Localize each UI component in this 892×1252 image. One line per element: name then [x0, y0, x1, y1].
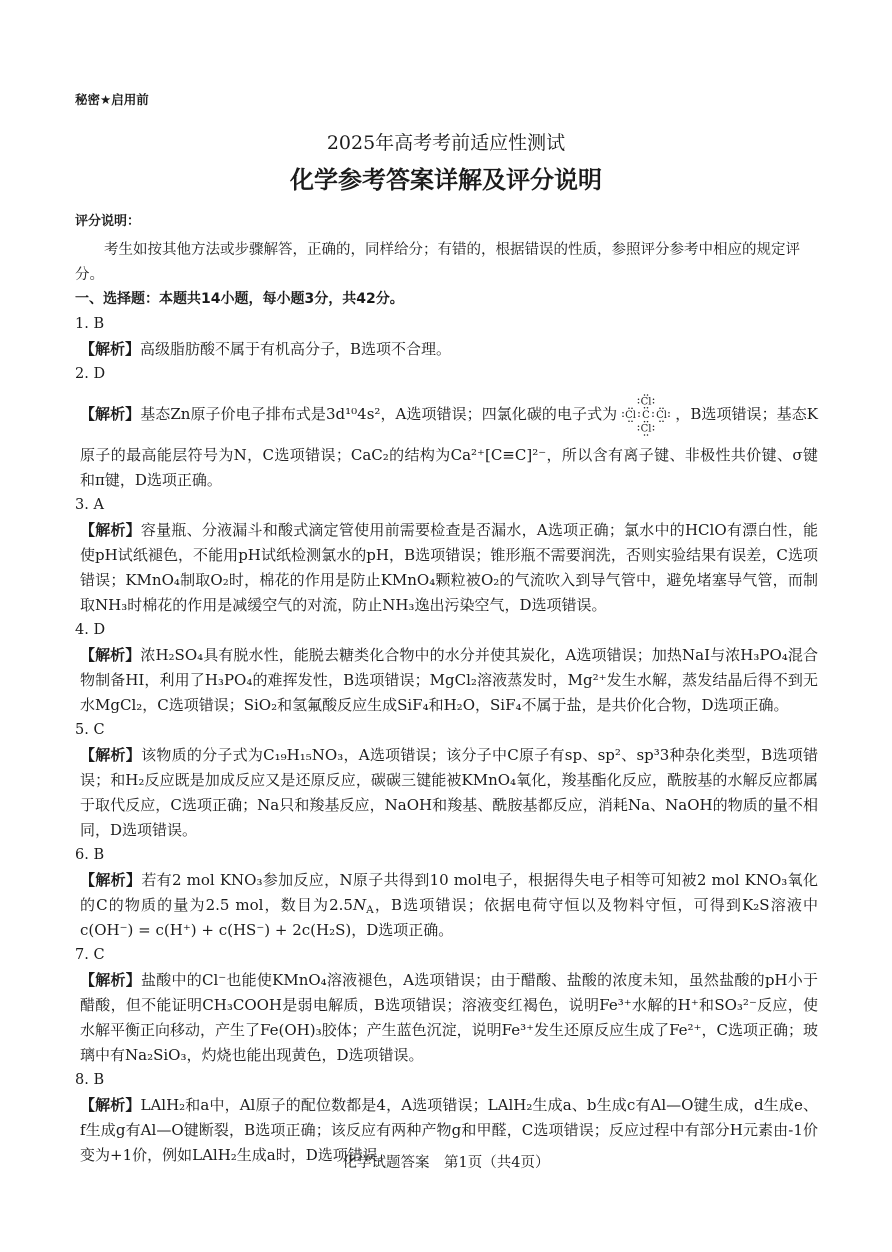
electron-dot	[659, 408, 661, 410]
analysis-label: 【解析】	[80, 521, 141, 539]
answer-choice: C	[93, 722, 105, 738]
avogadro-constant-symbol: N	[352, 896, 367, 914]
electron-dot	[653, 399, 655, 401]
analysis-label: 【解析】	[80, 871, 142, 889]
electron-dot	[644, 407, 646, 409]
question-item-7	[75, 943, 818, 1068]
answer-choice: B	[93, 1072, 105, 1088]
exam-title: 2025年高考考前适应性测试	[326, 132, 566, 154]
electron-dot	[668, 412, 670, 414]
question-explanation	[75, 387, 818, 493]
electron-dot	[622, 412, 624, 414]
question-item-5	[75, 718, 818, 843]
electron-dot	[653, 426, 655, 428]
analysis-label: 【解析】	[80, 971, 141, 989]
analysis-label: 【解析】	[80, 405, 141, 423]
page-footer: 化学试题答案 第1页（共4页）	[342, 1155, 550, 1171]
question-explanation	[75, 643, 818, 718]
analysis-label: 【解析】	[80, 340, 141, 358]
electron-dot	[647, 434, 649, 436]
answer-choice: C	[93, 947, 105, 963]
carbon-atom-center: C	[642, 410, 651, 421]
chlorine-atom-bottom: Cl	[640, 423, 652, 435]
electron-dot	[644, 394, 646, 396]
document-title: 化学参考答案详解及评分说明	[290, 166, 602, 194]
question-number: 2.	[75, 366, 89, 382]
explanation-text: 基态Zn原子价电子排布式是3d¹⁰4s²，A选项错误；四氯化碳的电子式为	[140, 405, 618, 423]
electron-dot	[638, 402, 640, 404]
electron-dot	[647, 421, 649, 423]
question-item-6	[75, 843, 818, 943]
electron-dot	[653, 429, 655, 431]
answer-choice: D	[93, 622, 106, 638]
explanation-text: 若有2 mol KNO₃参加反应，N原子共得到10 mol电子，根据得失电子相等可知被2 mol KNO₃氧化的C的物质的量为2.5 mol，数目为2.5	[80, 871, 818, 914]
question-explanation	[75, 337, 818, 362]
electron-dot	[622, 415, 624, 417]
electron-dot	[662, 421, 664, 423]
electron-dot	[662, 408, 664, 410]
question-item-4	[75, 618, 818, 718]
question-number: 6.	[75, 847, 89, 863]
question-explanation	[75, 743, 818, 843]
chlorine-atom-top: Cl	[640, 396, 652, 408]
electron-dot	[659, 421, 661, 423]
electron-dot	[653, 402, 655, 404]
electron-dot	[628, 421, 630, 423]
electron-dot	[638, 399, 640, 401]
confidential-mark: 秘密★启用前	[75, 92, 149, 107]
question-answer-line	[75, 618, 818, 643]
answer-list	[75, 287, 818, 1168]
scoring-note-heading: 评分说明：	[75, 214, 141, 229]
avogadro-constant-subscript: A	[366, 904, 374, 917]
question-number: 8.	[75, 1072, 89, 1088]
electron-dot	[647, 394, 649, 396]
electron-dot	[628, 408, 630, 410]
question-answer-line	[75, 718, 818, 743]
analysis-label: 【解析】	[80, 746, 142, 764]
question-answer-line	[75, 1068, 818, 1093]
question-number: 1.	[75, 316, 89, 332]
question-answer-line	[75, 493, 818, 518]
ccl4-electron-formula	[618, 393, 674, 437]
scoring-note-text: 考生如按其他方法或步骤解答，正确的，同样给分；有错的，根据错误的性质，参照评分参考中相应的规定评分。	[75, 242, 800, 283]
section-heading: 一、选择题：本题共14小题，每小题3分，共42分。	[75, 291, 404, 307]
question-answer-line	[75, 843, 818, 868]
chlorine-atom-left: Cl	[625, 410, 637, 421]
question-explanation	[75, 518, 818, 618]
electron-dot	[644, 421, 646, 423]
answer-choice: B	[93, 316, 105, 332]
question-explanation	[75, 868, 818, 943]
electron-dot	[647, 407, 649, 409]
electron-dot	[631, 408, 633, 410]
chlorine-atom-right: Cl	[656, 410, 668, 421]
explanation-text: LAlH₂和a中，Al原子的配位数都是4，A选项错误；LAlH₂生成a、b生成c有Al—O键生成，d生成e、f生成g有Al—O键断裂，B选项正确；该反应有两种产物g和甲醛，C选项错误；反应过程中有部分H元素由-1价变为+1价，例如LAlH₂生成a时，D选项错误。	[80, 1096, 818, 1164]
electron-dot	[638, 415, 640, 417]
electron-dot	[638, 429, 640, 431]
question-item-1	[75, 312, 818, 362]
answer-choice: A	[93, 497, 104, 513]
question-number: 7.	[75, 947, 89, 963]
analysis-label: 【解析】	[80, 646, 141, 664]
explanation-text-continued: ，B选项错误；基态K原子的最高能层符号为N，C选项错误；CaC₂的结构为Ca²⁺[C≡C]²⁻，所以含有离子键、非极性共价键、σ键和π键，D选项正确。	[80, 405, 818, 489]
explanation-text-continued: ，B选项错误；依据电荷守恒以及物料守恒，可得到K₂S溶液中c(OH⁻) = c(H⁺) + c(HS⁻) + 2c(H₂S)，D选项正确。	[80, 896, 818, 939]
question-number: 4.	[75, 622, 89, 638]
electron-dot	[652, 415, 654, 417]
question-number: 3.	[75, 497, 89, 513]
question-number: 5.	[75, 722, 89, 738]
answer-choice: B	[93, 847, 105, 863]
question-explanation	[75, 968, 818, 1068]
question-item-3	[75, 493, 818, 618]
answer-choice: D	[93, 366, 106, 382]
explanation-text: 浓H₂SO₄具有脱水性，能脱去糖类化合物中的水分并使其炭化，A选项错误；加热NaI与浓H₃PO₄混合物制备HI，利用了H₃PO₄的难挥发性，B选项错误；MgCl₂溶液蒸发时，Mg²⁺发生水解，蒸发结晶后得不到无水MgCl₂，C选项错误；SiO₂和氢氟酸反应生成SiF₄和H₂O，SiF₄不属于盐，是共价化合物，D选项正确。	[80, 646, 818, 714]
analysis-label: 【解析】	[80, 1096, 141, 1114]
explanation-text: 容量瓶、分液漏斗和酸式滴定管使用前需要检查是否漏水，A选项正确；氯水中的HClO有漂白性，能使pH试纸褪色，不能用pH试纸检测氯水的pH，B选项错误；锥形瓶不需要润洗，否则实验结果有误差，C选项错误；KMnO₄制取O₂时，棉花的作用是防止KMnO₄颗粒被O₂的气流吹入到导气管中，避免堵塞导气管，而制取NH₃时棉花的作用是减缓空气的对流，防止NH₃逸出污染空气，D选项错误。	[80, 521, 818, 614]
electron-dot	[638, 426, 640, 428]
explanation-text: 该物质的分子式为C₁₉H₁₅NO₃，A选项错误；该分子中C原子有sp、sp²、sp³3种杂化类型，B选项错误；和H₂反应既是加成反应又是还原反应，碳碳三键能被KMnO₄氧化，羧基酯化反应，酰胺基的水解反应都属于取代反应，C选项正确；Na只和羧基反应，NaOH和羧基、酰胺基都反应，消耗Na、NaOH的物质的量不相同，D选项错误。	[80, 746, 818, 839]
electron-dot	[668, 415, 670, 417]
electron-dot	[638, 412, 640, 414]
explanation-text: 高级脂肪酸不属于有机高分子，B选项不合理。	[140, 340, 452, 358]
electron-dot	[631, 421, 633, 423]
question-answer-line	[75, 312, 818, 337]
explanation-text: 盐酸中的Cl⁻也能使KMnO₄溶液褪色，A选项错误；由于醋酸、盐酸的浓度未知，虽然盐酸的pH小于醋酸，但不能证明CH₃COOH是弱电解质，B选项错误；溶液变红褐色，说明Fe³⁺水解的H⁺和SO₃²⁻反应，使水解平衡正向移动，产生了Fe(OH)₃胶体；产生蓝色沉淀，说明Fe³⁺发生还原反应生成了Fe²⁺，C选项正确；玻璃中有Na₂SiO₃，灼烧也能出现黄色，D选项错误。	[80, 971, 818, 1064]
question-answer-line	[75, 943, 818, 968]
question-answer-line	[75, 362, 818, 387]
question-item-2	[75, 362, 818, 493]
electron-dot	[652, 412, 654, 414]
electron-dot	[644, 434, 646, 436]
